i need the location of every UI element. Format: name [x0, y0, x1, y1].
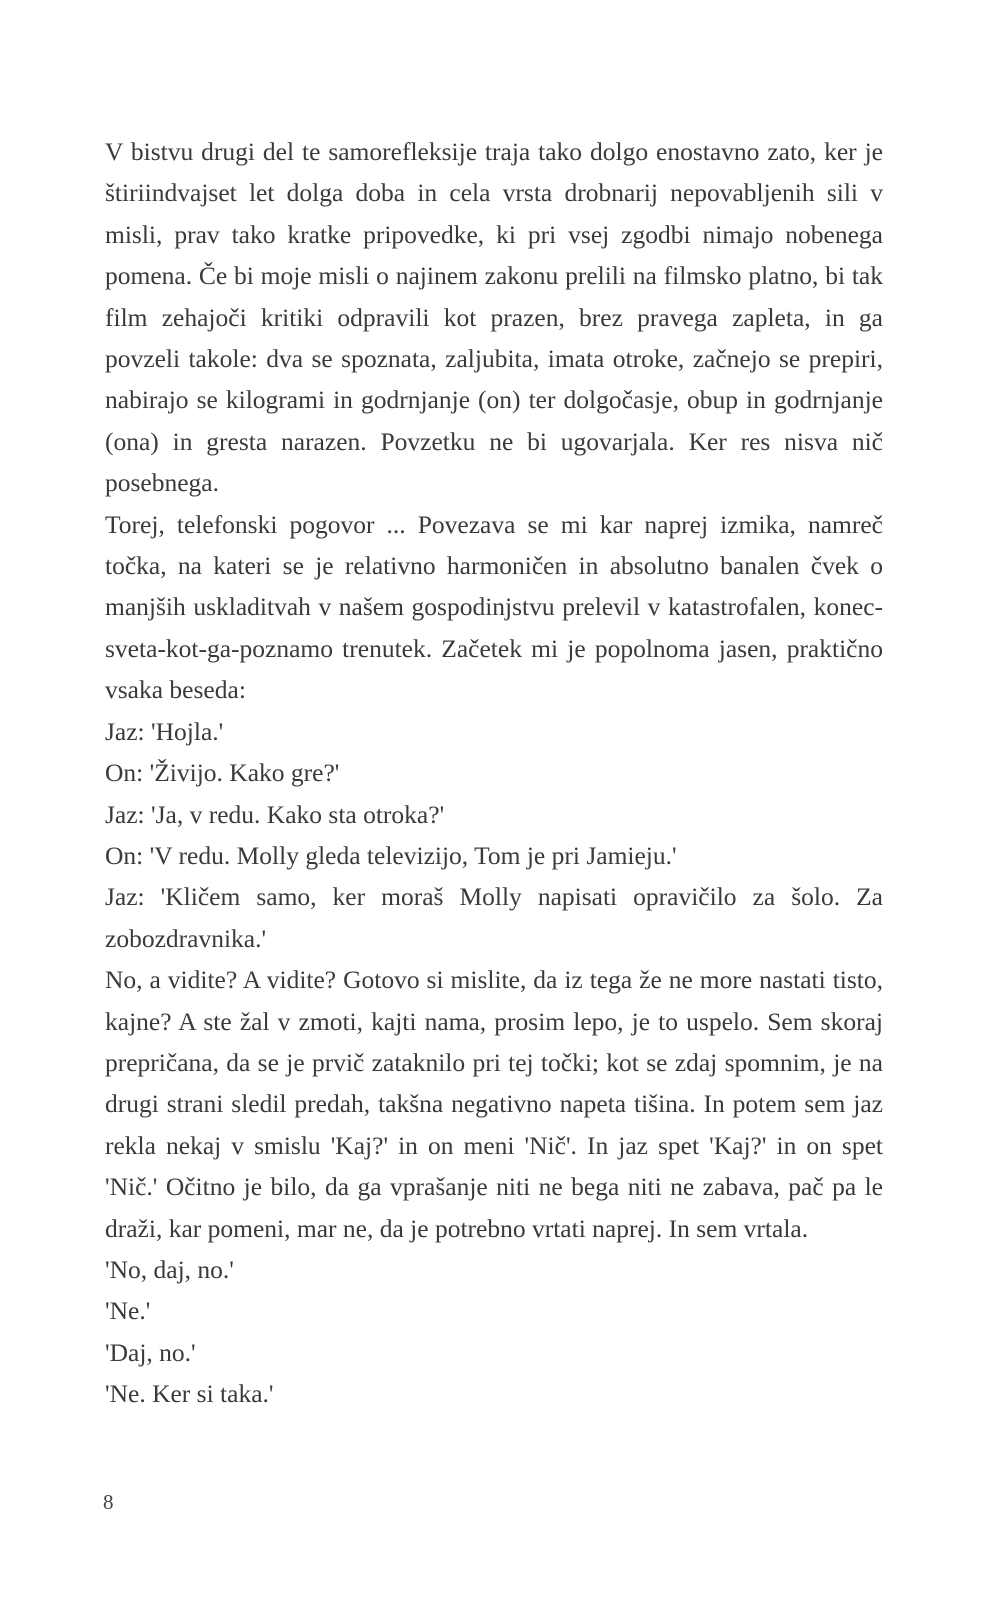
page-body [105, 131, 883, 1415]
paragraph-narration: No, a vidite? A vidite? Gotovo si mislite, da iz tega že ne more nastati tisto, kajne? A ste žal v zmoti, kajti nama, prosim lepo, je to uspelo. Sem skoraj prepričana, da se je prvič zataknilo pri tej točki; kot se zdaj spomnim, je na drugi strani sledil predah, takšna negativno napeta tišina. In potem sem jaz rekla nekaj v smislu 'Kaj?' in on meni 'Nič'. In jaz spet 'Kaj?' in on spet 'Nič.' Očitno je bilo, da ga vprašanje niti ne bega niti ne zabava, pač pa le draži, kar pomeni, mar ne, da je potrebno vrtati naprej. In sem vrtala. [105, 965, 883, 1243]
dialogue-line: On: 'Živijo. Kako gre?' [105, 758, 340, 788]
paragraph-phone-call: Torej, telefonski pogovor ... Povezava se mi kar naprej izmika, namreč točka, na kateri se je relativno harmoničen in absolutno banalen čvek o manjših uskladitvah v našem gospodinjstvu prelevil v katastrofalen, konec-sveta-kot-ga-poznamo trenutek. Začetek mi je popolnoma jasen, praktično vsaka beseda: [105, 509, 883, 705]
dialogue-line: On: 'V redu. Molly gleda televizijo, Tom je pri Jamieju.' [105, 840, 677, 870]
dialogue-line: 'Ne. Ker si taka.' [105, 1379, 274, 1409]
dialogue-line: 'No, daj, no.' [105, 1254, 234, 1284]
page-number: 8 [103, 1490, 114, 1514]
dialogue-line: 'Ne.' [105, 1296, 151, 1326]
paragraph-reflection: V bistvu drugi del te samorefleksije traja tako dolgo enostavno zato, ker je štiriindvajset let dolga doba in cela vrsta drobnarij nepovabljenih sili v misli, prav tako kratke pripovedke, ki pri vsej zgodbi nimajo nobenega pomena. Če bi moje misli o najinem zakonu prelili na filmsko platno, bi tak film zehajoči kritiki odpravili kot prazen, brez pravega zapleta, in ga povzeli takole: dva se spoznata, zaljubita, imata otroke, začnejo se prepiri, nabirajo se kilogrami in godrnjanje (on) ter dolgočasje, obup in godrnjanje (ona) in gresta narazen. Povzetku ne bi ugovarjala. Ker res nisva nič posebnega. [105, 137, 883, 498]
dialogue-line: Jaz: 'Kličem samo, ker moraš Molly napisati opravičilo za šolo. Za zobozdravnika.' [105, 882, 883, 953]
dialogue-line: Jaz: 'Hojla.' [105, 716, 224, 746]
dialogue-line: Jaz: 'Ja, v redu. Kako sta otroka?' [105, 799, 445, 829]
dialogue-line: 'Daj, no.' [105, 1337, 196, 1367]
